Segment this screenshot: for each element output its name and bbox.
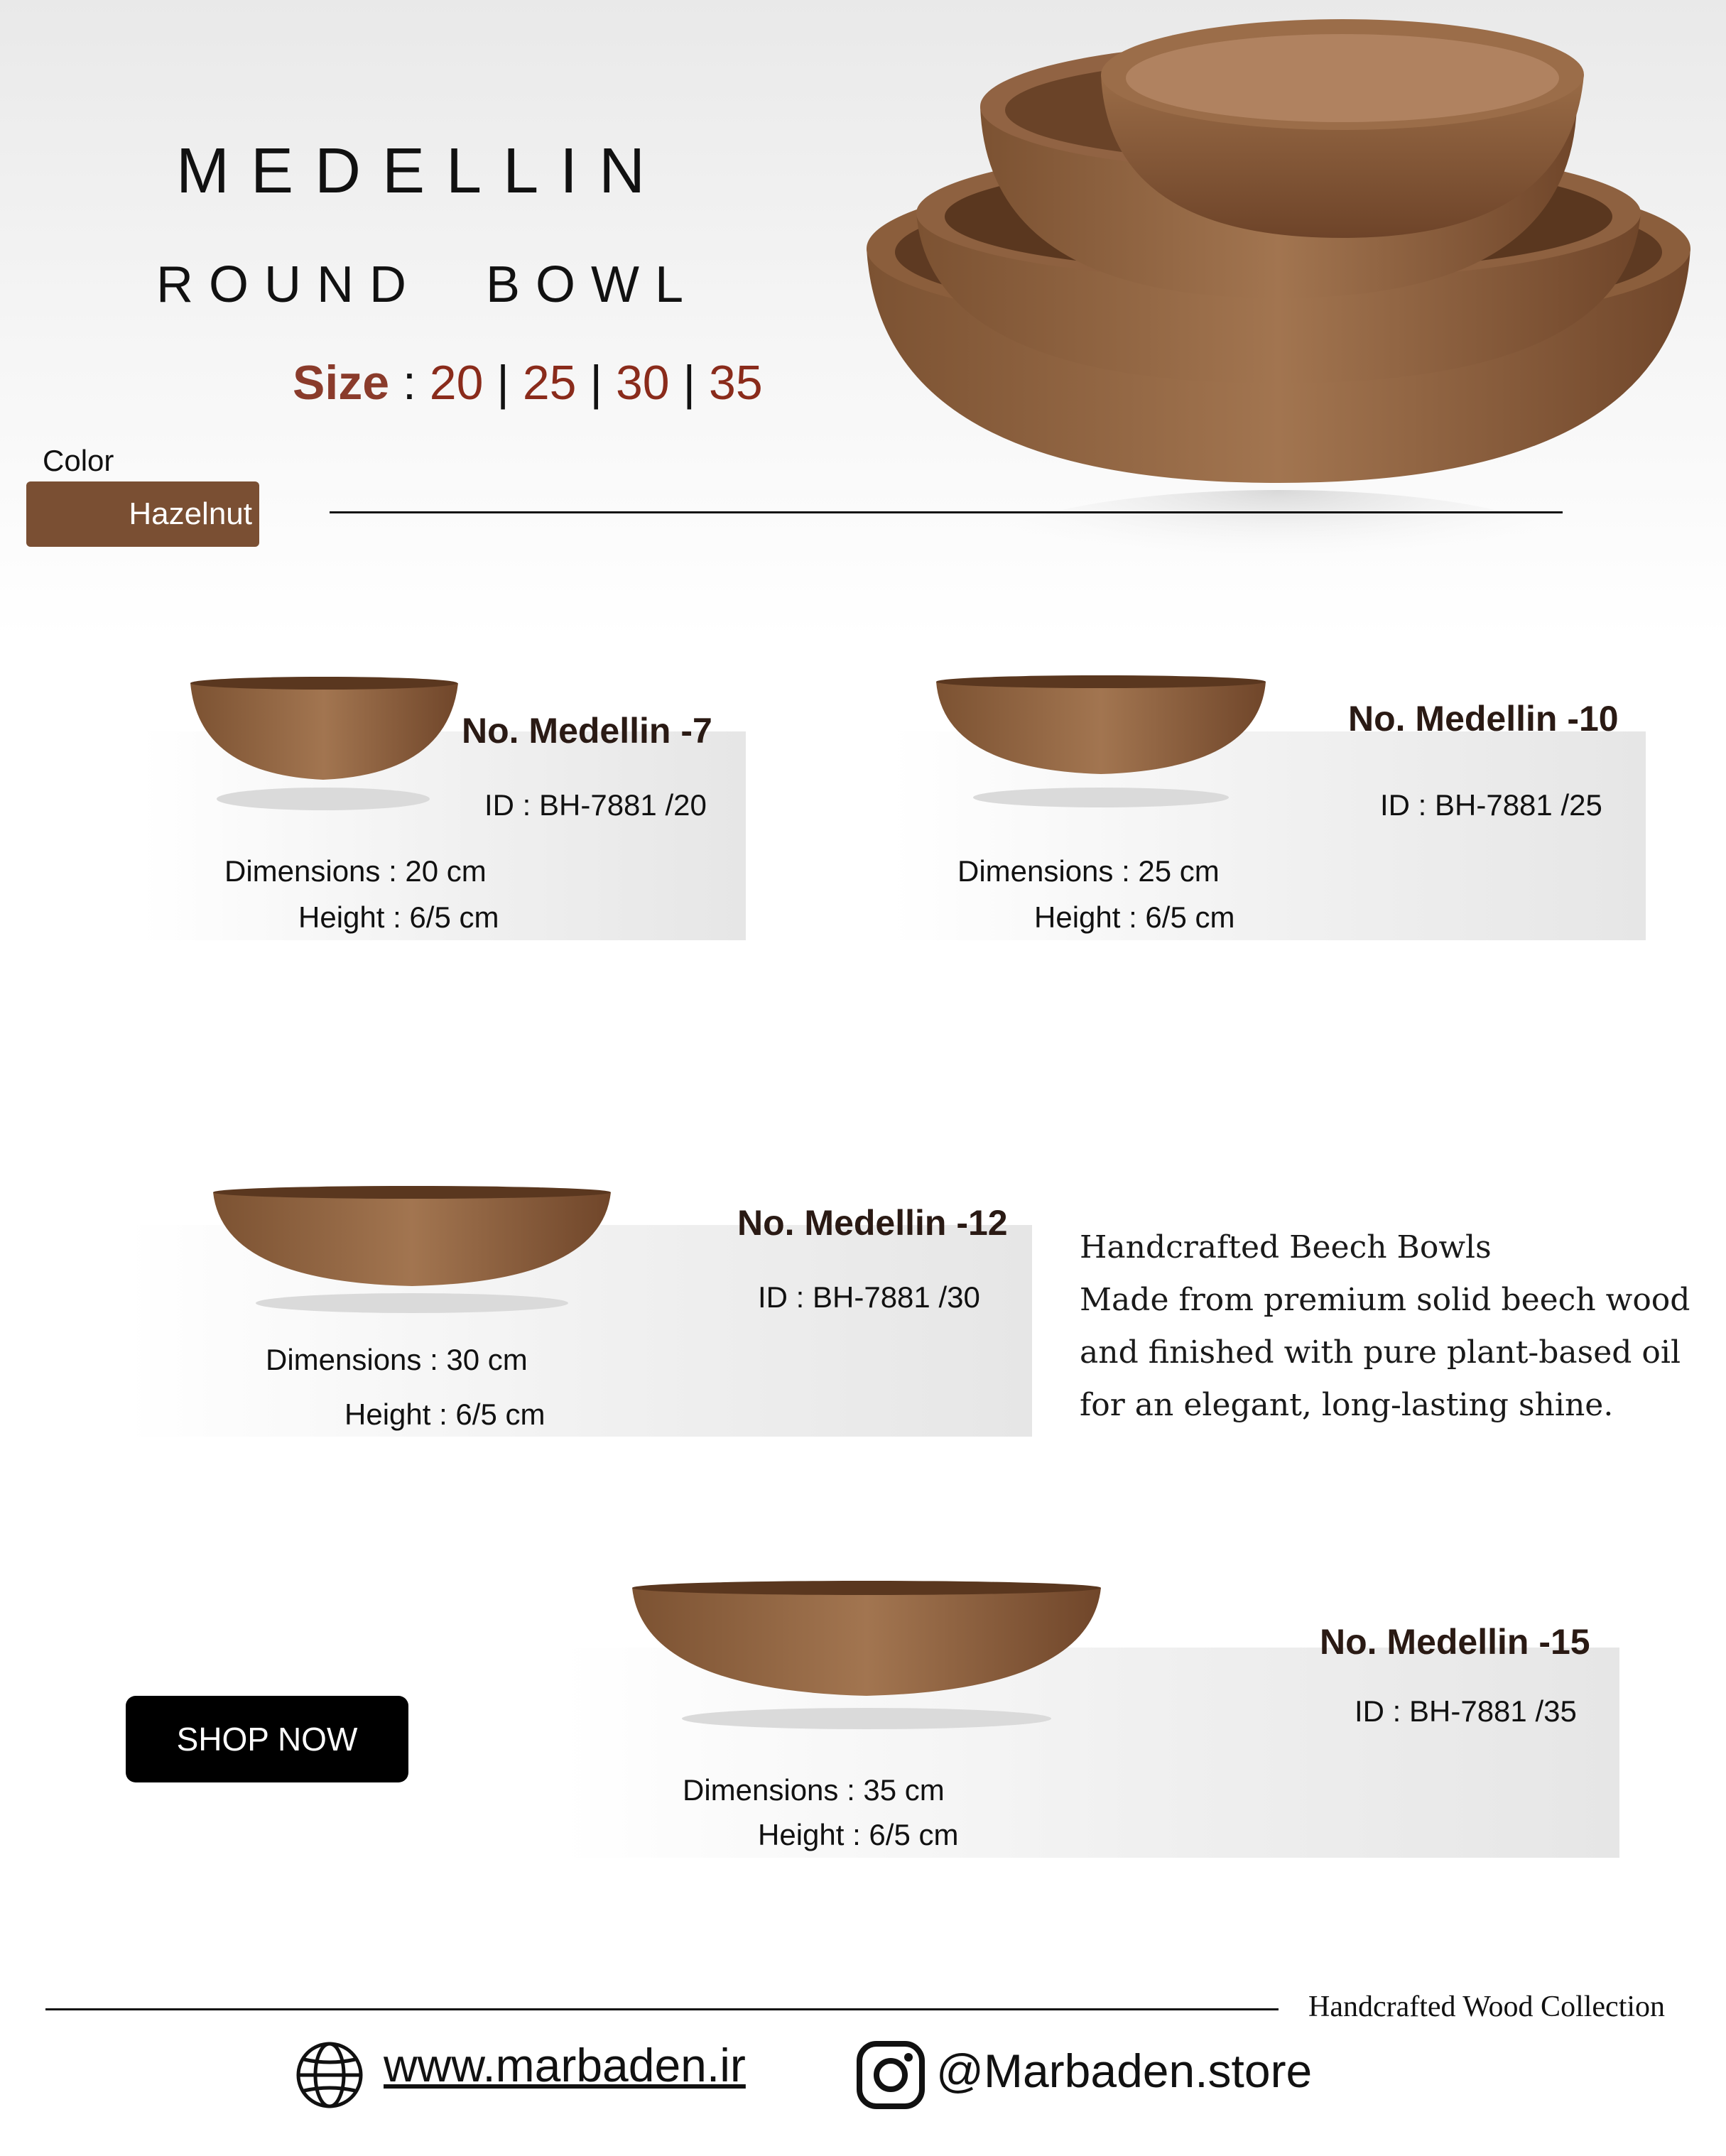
color-swatch-hazelnut[interactable] [26,481,259,547]
product-id: ID : BH-7881 /25 [1380,788,1602,822]
instagram-handle-link[interactable]: @Marbaden.store [936,2045,1313,2097]
product-dimensions: Dimensions : 35 cm [683,1773,945,1807]
product-height: Height : 6/5 cm [298,900,499,934]
product-subtitle [156,256,699,314]
product-height: Height : 6/5 cm [1034,900,1235,934]
product-dimensions: Dimensions : 25 cm [957,854,1220,888]
product-id: ID : BH-7881 /30 [758,1280,980,1314]
description-line: and finished with pure plant-based oil [1080,1334,1681,1371]
bowl-image-30 [206,1182,618,1324]
hero-stacked-bowls-image [852,14,1690,625]
size-option: 35 [709,356,763,410]
product-name: No. Medellin -7 [462,711,712,751]
size-options: Size : 20 | 25 | 30 | 35 [293,356,763,410]
product-dimensions: Dimensions : 20 cm [224,854,487,888]
product-name: No. Medellin -15 [1320,1622,1590,1662]
color-label: Color [43,444,114,477]
footer-divider [45,2008,1279,2010]
bowl-image-25 [930,673,1271,815]
product-dimensions: Dimensions : 30 cm [266,1343,528,1376]
shop-now-button[interactable]: SHOP NOW [126,1696,408,1782]
product-height: Height : 6/5 cm [344,1398,546,1431]
globe-icon [294,2040,365,2111]
description-line: Handcrafted Beech Bowls [1080,1229,1492,1265]
size-label: Size [293,356,390,410]
size-option: 20 [429,356,484,410]
bowl-image-20 [185,675,469,817]
header-divider [330,511,1563,513]
size-option: 25 [522,356,577,410]
footer-tagline: Handcrafted Wood Collection [1308,1991,1666,2023]
product-height: Height : 6/5 cm [758,1818,959,1851]
subtitle-word-1: ROUND [156,256,422,313]
subtitle-word-2: BOWL [486,256,700,313]
bowl-image-35 [625,1577,1108,1740]
instagram-icon [855,2040,926,2111]
color-value: Hazelnut [129,496,252,531]
website-link[interactable]: www.marbaden.ir [384,2039,746,2091]
product-id: ID : BH-7881 /20 [484,788,707,822]
product-name: No. Medellin -12 [737,1203,1008,1243]
description-line: for an elegant, long-lasting shine. [1080,1387,1614,1423]
product-description [1080,1221,1690,1432]
description-line: Made from premium solid beech wood [1080,1282,1690,1318]
product-name: No. Medellin -10 [1348,699,1619,739]
product-title: MEDELLIN [176,136,667,207]
size-option: 30 [615,356,670,410]
product-id: ID : BH-7881 /35 [1355,1694,1577,1728]
